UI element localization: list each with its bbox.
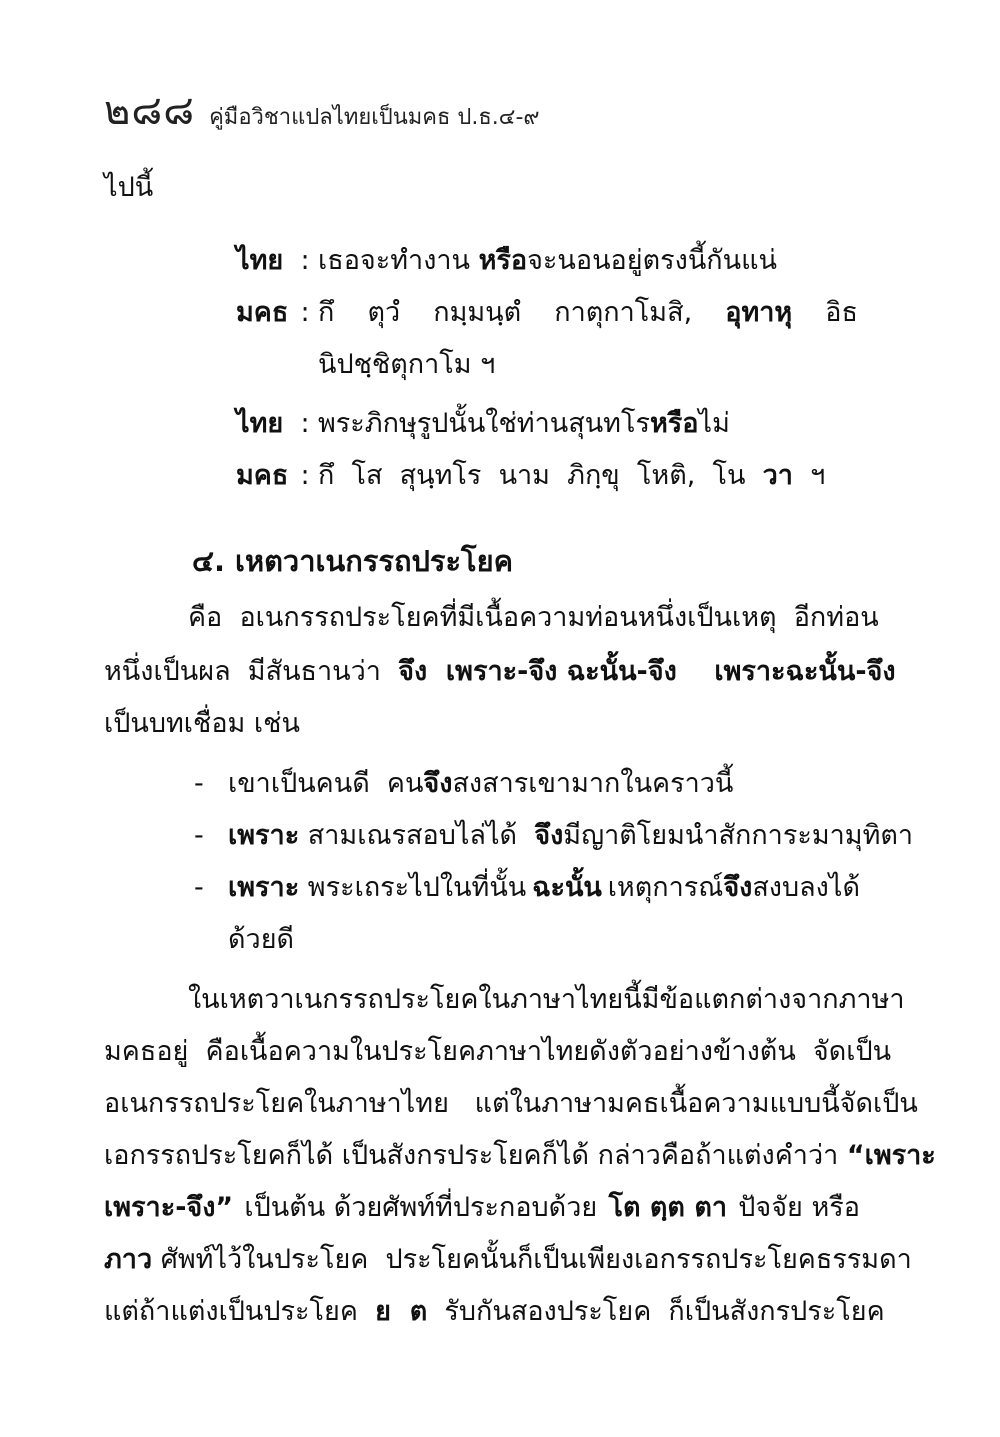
colon: : [300, 408, 310, 439]
example-1-magadha-text [318, 297, 858, 329]
example-1-thai [236, 245, 777, 277]
paragraph-2-line-5: เพราะ-จึง” เป็นต้น ด้วยศัพท์ที่ประกอบด้วย โต ตฺต ตา ปัจจัย หรือ [104, 1192, 860, 1223]
magadha-label: มคธ [236, 297, 289, 328]
bullet-dash: - [194, 820, 204, 851]
paragraph-2-line-7: แต่ถ้าแต่งเป็นประโยค ย ต รับกันสองประโยค ก็เป็นสังกรประโยค [104, 1296, 885, 1327]
paragraph-2-line-1: ในเหตวาเนกรรถประโยคในภาษาไทยนี้มีข้อแตกต่างจากภาษา [188, 984, 905, 1015]
example-2-magadha-text: กึ โส สุนฺทโร นาม ภิกฺขุ โหติ, โน วา ฯ [318, 460, 826, 491]
example-1-magadha [236, 297, 858, 329]
paragraph-2-line-3: อเนกรรถประโยคในภาษาไทย แต่ในภาษามคธเนื้อความแบบนี้จัดเป็น [104, 1088, 918, 1119]
page-header [104, 78, 540, 142]
lead-in-text: ไปนี้ [104, 172, 154, 203]
conjunctions-bold: จึง เพราะ-จึง ฉะนั้น-จึง เพราะฉะนั้น-จึง [398, 656, 896, 687]
example-1-thai-text: เธอจะทำงาน หรือจะนอนอยู่ตรงนี้กันแน่ [318, 245, 777, 276]
thai-label: ไทย [236, 245, 284, 276]
paragraph-1-line-2: หนึ่งเป็นผล มีสันธานว่า จึง เพราะ-จึง ฉะนั้น-จึง เพราะฉะนั้น-จึง [104, 656, 896, 687]
paragraph-1-line-3: เป็นบทเชื่อม เช่น [104, 708, 300, 739]
paragraph-2-line-2: มคธอยู่ คือเนื้อความในประโยคภาษาไทยดังตัวอย่างข้างต้น จัดเป็น [104, 1036, 892, 1067]
section-heading: ๔. เหตวาเนกรรถประโยค [192, 544, 514, 578]
example-2-thai-text: พระภิกษุรูปนั้นใช่ท่านสุนทโรหรือไม่ [318, 408, 730, 439]
pali-word-bold: วา [762, 460, 793, 491]
bullet-item-1: - เขาเป็นคนดี คนจึงสงสารเขามากในคราวนี้ [194, 768, 734, 799]
conjunction-bold: หรือ [478, 245, 528, 276]
bullet-dash: - [194, 768, 204, 799]
bullet-item-3: - เพราะ พระเถระไปในที่นั้น ฉะนั้น เหตุการณ์จึงสงบลงได้ [194, 872, 860, 903]
pali-word: กมฺมนฺตํ [433, 297, 522, 328]
pali-word: กาตุกาโมสิ, [554, 297, 693, 328]
paragraph-2-line-4: เอกรรถประโยคก็ได้ เป็นสังกรประโยคก็ได้ กล่าวคือถ้าแต่งคำว่า “เพราะ [104, 1140, 936, 1171]
page-number: ๒๘๘ [104, 88, 196, 134]
example-2-thai [236, 408, 730, 440]
pali-word-bold: อุทาหุ [725, 297, 793, 328]
pali-word: อิธ [825, 297, 858, 328]
example-2-magadha [236, 460, 825, 492]
pali-word: กึ [318, 297, 335, 328]
colon: : [300, 460, 310, 491]
thai-label: ไทย [236, 408, 284, 439]
magadha-label: มคธ [236, 460, 289, 491]
bullet-dash: - [194, 872, 204, 903]
bullet-item-3-line-2: ด้วยดี [228, 924, 295, 955]
conjunction-bold: หรือ [649, 408, 699, 439]
paragraph-1-line-1: คือ อเนกรรถประโยคที่มีเนื้อความท่อนหนึ่งเป็นเหตุ อีกท่อน [188, 602, 879, 633]
bullet-item-2: - เพราะ สามเณรสอบไล่ได้ จึงมีญาติโยมนำสักการะมามุทิตา [194, 820, 914, 851]
colon: : [300, 245, 310, 276]
colon: : [300, 297, 310, 328]
paragraph-2-line-6: ภาว ศัพท์ไว้ในประโยค ประโยคนั้นก็เป็นเพียงเอกรรถประโยคธรรมดา [104, 1244, 912, 1275]
example-1-magadha-line2: นิปชฺชิตุกาโม ฯ [318, 349, 496, 380]
pali-word: ตุวํ [367, 297, 401, 328]
book-title: คู่มือวิชาแปลไทยเป็นมคธ ป.ธ.๔-๙ [209, 105, 540, 130]
